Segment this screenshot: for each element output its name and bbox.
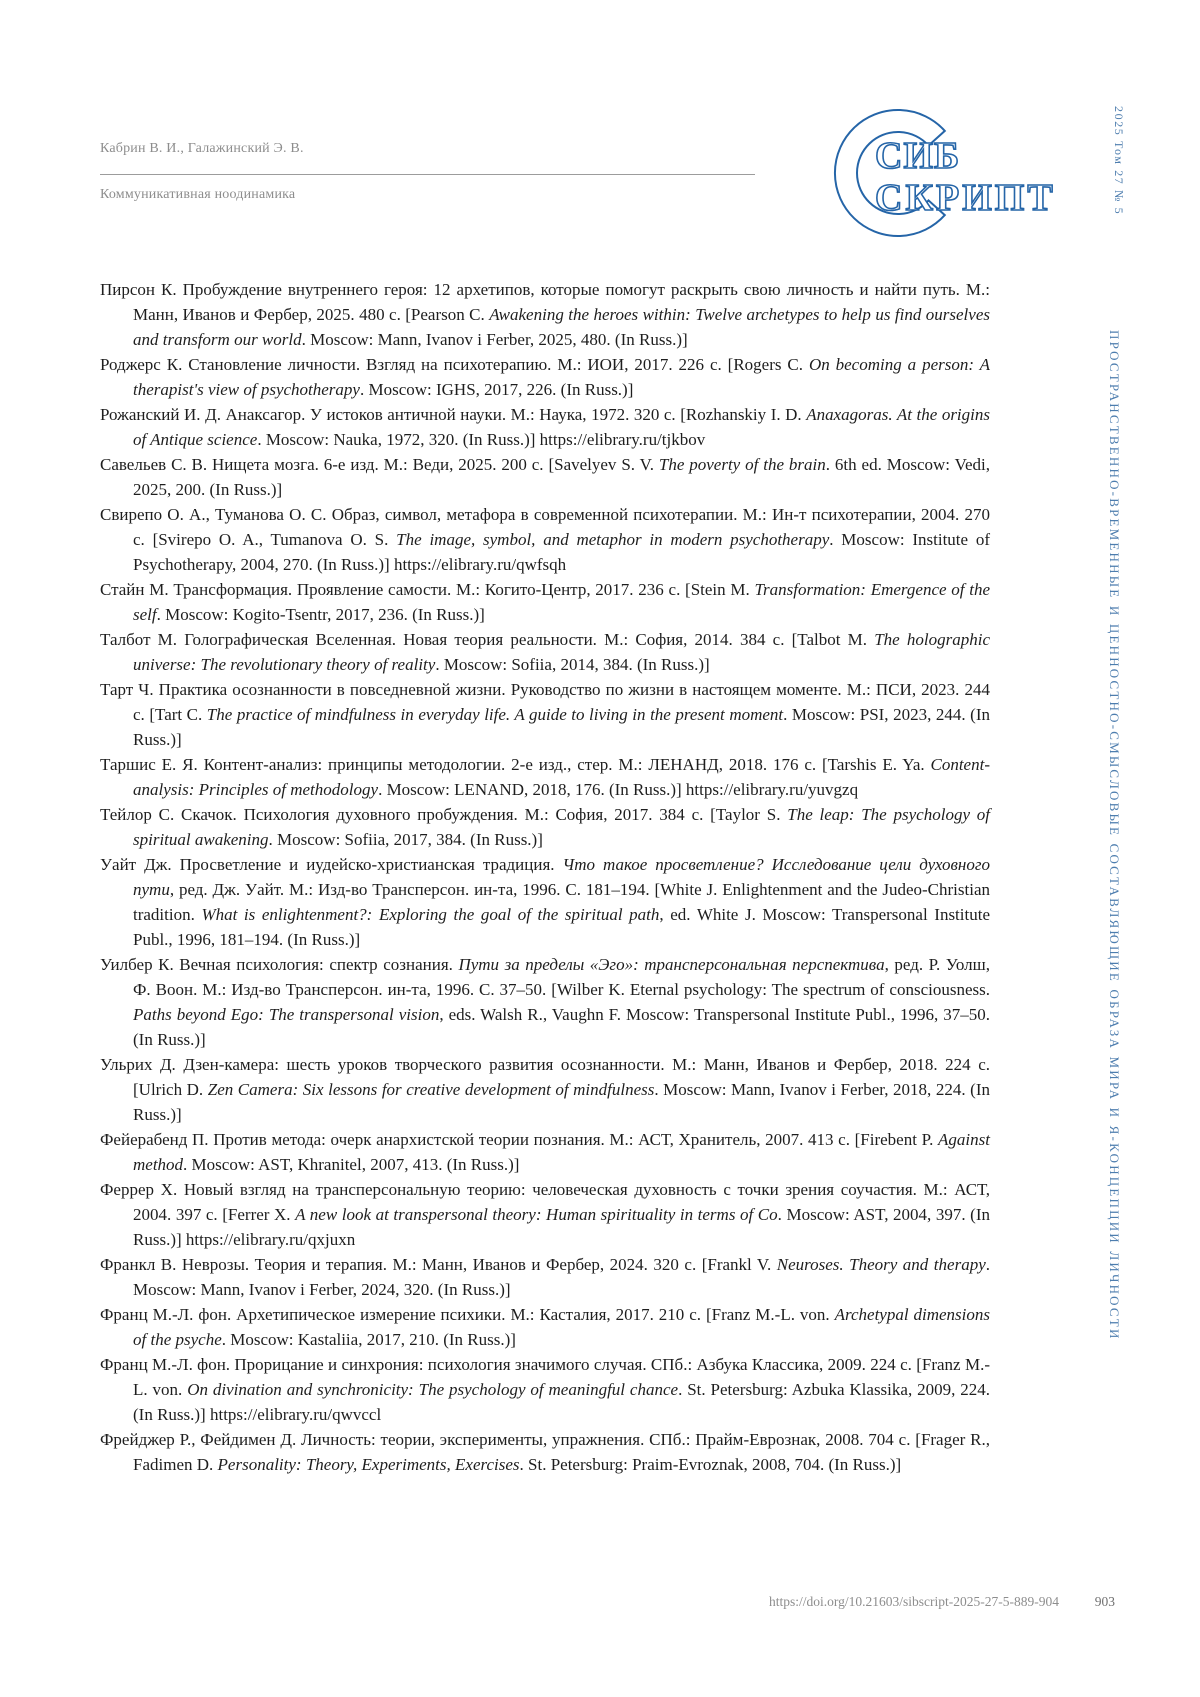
reference-text: Франкл В. Неврозы. Теория и терапия. М.: Манн, Иванов и Фербер, 2024. 320 с. [Frankl V. bbox=[100, 1255, 777, 1274]
reference-text: . Moscow: Mann, Ivanov i Ferber, 2025, 480. (In Russ.)] bbox=[301, 330, 688, 349]
reference-title-italic: Awakening the heroes within: Twelve archetypes to help us find ourselves and transform our world bbox=[133, 305, 990, 349]
reference-text: Талбот М. Голографическая Вселенная. Новая теория реальности. М.: София, 2014. 384 с. [Talbot M. bbox=[100, 630, 875, 649]
reference-entry bbox=[100, 1302, 990, 1352]
reference-text: . Moscow: Mann, Ivanov i Ferber, 2018, 224. (In Russ.)] bbox=[133, 1080, 990, 1124]
reference-title-italic: The leap: The psychology of spiritual awakening bbox=[133, 805, 990, 849]
reference-entry bbox=[100, 1427, 990, 1477]
reference-title-italic: Zen Camera: Six lessons for creative development of mindfulness bbox=[207, 1080, 655, 1099]
reference-title-italic: Paths beyond Ego: The transpersonal vision bbox=[133, 1005, 440, 1024]
reference-entry bbox=[100, 1252, 990, 1302]
reference-title-italic: The holographic universe: The revolutionary theory of reality bbox=[133, 630, 991, 674]
reference-text: . Moscow: Institute of Psychotherapy, 2004, 270. (In Russ.)] https://elibrary.ru/qwfsqh bbox=[133, 530, 991, 574]
reference-text: Фейерабенд П. Против метода: очерк анархистской теории познания. М.: АСТ, Хранитель, 2007. 413 с. [Firebent P. bbox=[100, 1130, 939, 1149]
reference-text: . St. Petersburg: Praim-Evroznak, 2008, 704. (In Russ.)] bbox=[519, 1455, 902, 1474]
reference-text: , ред. Дж. Уайт. М.: Изд-во Трансперсон. ин-та, 1996. С. 181–194. [White J. Enlightenment and the Judeo-Christian tradition. bbox=[133, 880, 990, 924]
article-title-vertical: ПРОСТРАНСТВЕННО-ВРЕМЕННЫЕ И ЦЕННОСТНО-СМЫСЛОВЫЕ СОСТАВЛЯЮЩИЕ ОБРАЗА МИРА И Я-КОНЦЕПЦИИ ЛИЧНОСТИ bbox=[1107, 330, 1122, 1341]
reference-text: . Moscow: PSI, 2023, 244. (In Russ.)] bbox=[133, 705, 990, 749]
reference-entry bbox=[100, 752, 990, 802]
reference-title-italic: Anaxagoras. At the origins of Antique science bbox=[133, 405, 990, 449]
reference-text: , ed. White J. Moscow: Transpersonal Institute Publ., 1996, 181–194. (In Russ.)] bbox=[133, 905, 990, 949]
reference-title-italic: On divination and synchronicity: The psychology of meaningful chance bbox=[187, 1380, 679, 1399]
page-header-authors: Кабрин В. И., Галажинский Э. В. bbox=[100, 141, 304, 156]
reference-text: Пирсон К. Пробуждение внутреннего героя: 12 архетипов, которые помогут раскрыть свою личность и найти путь. М.: Манн, Иванов и Фербер, 2025. 480 с. [Pearson C. bbox=[100, 280, 990, 324]
reference-entry bbox=[100, 802, 990, 852]
reference-text: Таршис Е. Я. Контент-анализ: принципы методологии. 2-е изд., стер. М.: ЛЕНАНД, 2018. 176 с. [Tarshis E. Ya. bbox=[100, 755, 931, 774]
reference-text: Стайн М. Трансформация. Проявление самости. М.: Когито-Центр, 2017. 236 с. [Stein M. bbox=[100, 580, 755, 599]
reference-entry bbox=[100, 352, 990, 402]
reference-text: . Moscow: AST, 2004, 397. (In Russ.)] https://elibrary.ru/qxjuxn bbox=[133, 1205, 991, 1249]
reference-entry bbox=[100, 627, 990, 677]
page-number: 903 bbox=[1094, 1594, 1115, 1609]
reference-text: . St. Petersburg: Azbuka Klassika, 2009, 224. (In Russ.)] https://elibrary.ru/qwvccl bbox=[133, 1380, 990, 1424]
reference-title-italic: Пути за пределы «Эго»: трансперсональная перспектива bbox=[458, 955, 885, 974]
reference-title-italic: Against method bbox=[133, 1130, 990, 1174]
logo-text-sib: СИБ bbox=[875, 135, 961, 177]
reference-entry bbox=[100, 577, 990, 627]
reference-title-italic: Neuroses. Theory and therapy bbox=[776, 1255, 986, 1274]
reference-text: Феррер Х. Новый взгляд на трансперсональную теорию: человеческая духовность с точки зрения соучастия. М.: АСТ, 2004. 397 с. [Ferrer X. bbox=[100, 1180, 990, 1224]
reference-entry bbox=[100, 502, 990, 577]
reference-text: . Moscow: Kogito-Tsentr, 2017, 236. (In Russ.)] bbox=[156, 605, 485, 624]
reference-text: Тейлор С. Скачок. Психология духовного пробуждения. М.: София, 2017. 384 с. [Taylor S. bbox=[100, 805, 788, 824]
reference-text: . Moscow: AST, Khranitel, 2007, 413. (In Russ.)] bbox=[183, 1155, 520, 1174]
issue-info-vertical: 2025 Том 27 № 5 bbox=[1112, 106, 1126, 216]
sibscript-logo-icon bbox=[763, 95, 1063, 245]
reference-text: . Moscow: Mann, Ivanov i Ferber, 2024, 320. (In Russ.)] bbox=[133, 1255, 990, 1299]
reference-text: Тарт Ч. Практика осознанности в повседневной жизни. Руководство по жизни в настоящем моменте. М.: ПСИ, 2023. 244 с. [Tart C. bbox=[100, 680, 990, 724]
running-title: Коммуникативная ноодинамика bbox=[100, 187, 296, 202]
reference-title-italic: On becoming a person: A therapist's view of psychotherapy bbox=[133, 355, 991, 399]
reference-title-italic: The image, symbol, and metaphor in modern psychotherapy bbox=[396, 530, 830, 549]
reference-text: Уайт Дж. Просветление и иудейско-христианская традиция. bbox=[100, 855, 563, 874]
reference-entry bbox=[100, 452, 990, 502]
reference-title-italic: A new look at transpersonal theory: Human spirituality in terms of Co bbox=[295, 1205, 778, 1224]
reference-text: . Moscow: LENAND, 2018, 176. (In Russ.)] https://elibrary.ru/yuvgzq bbox=[378, 780, 859, 799]
page-footer bbox=[0, 1594, 1200, 1614]
reference-text: Ульрих Д. Дзен-камера: шесть уроков творческого развития осознанности. М.: Манн, Иванов и Фербер, 2018. 224 с. [Ulrich D. bbox=[100, 1055, 990, 1099]
reference-text: Свирепо О. А., Туманова О. С. Образ, символ, метафора в современной психотерапии. М.: Ин-т психотерапии, 2004. 270 с. [Svirepo O. A., Tumanova O. S. bbox=[100, 505, 990, 549]
reference-text: . Moscow: Sofiia, 2014, 384. (In Russ.)] bbox=[435, 655, 710, 674]
reference-entry bbox=[100, 1052, 990, 1127]
reference-text: , ред. Р. Уолш, Ф. Воон. М.: Изд-во Трансперсон. ин-та, 1996. С. 37–50. [Wilber K. Eternal psychology: The spectrum of consciousness. bbox=[133, 955, 990, 999]
reference-title-italic: What is enlightenment?: Exploring the goal of the spiritual path bbox=[201, 905, 660, 924]
reference-text: . Moscow: Nauka, 1972, 320. (In Russ.)] https://elibrary.ru/tjkbov bbox=[257, 430, 706, 449]
reference-list bbox=[100, 277, 990, 1477]
reference-entry bbox=[100, 1352, 990, 1427]
header-divider bbox=[100, 174, 755, 175]
reference-text: , eds. Walsh R., Vaughn F. Moscow: Transpersonal Institute Publ., 1996, 37–50. (In Russ.)] bbox=[133, 1005, 990, 1049]
reference-text: Уилбер К. Вечная психология: спектр сознания. bbox=[100, 955, 459, 974]
reference-title-italic: Content-analysis: Principles of methodology bbox=[133, 755, 990, 799]
reference-title-italic: The practice of mindfulness in everyday life. A guide to living in the present moment bbox=[206, 705, 784, 724]
reference-entry bbox=[100, 677, 990, 752]
logo-text-skript: СКРИПТ bbox=[875, 177, 1056, 219]
reference-text: Фрейджер Р., Фейдимен Д. Личность: теории, эксперименты, упражнения. СПб.: Прайм-Еврознак, 2008. 704 с. [Frager R., Fadimen D. bbox=[100, 1430, 990, 1474]
reference-text: Франц М.-Л. фон. Архетипическое измерение психики. М.: Касталия, 2017. 210 с. [Franz M.-L. von. bbox=[100, 1305, 835, 1324]
reference-title-italic: Transformation: Emergence of the self bbox=[133, 580, 990, 624]
reference-title-italic: The poverty of the brain bbox=[658, 455, 826, 474]
reference-text: Рожанский И. Д. Анаксагор. У истоков античной науки. М.: Наука, 1972. 320 с. [Rozhanskiy I. D. bbox=[100, 405, 807, 424]
reference-text: Франц М.-Л. фон. Прорицание и синхрония: психология значимого случая. СПб.: Азбука Классика, 2009. 224 с. [Franz M.-L. von. bbox=[100, 1355, 990, 1399]
reference-entry bbox=[100, 1127, 990, 1177]
reference-text: . Moscow: Sofiia, 2017, 384. (In Russ.)] bbox=[268, 830, 543, 849]
reference-text: Роджерс К. Становление личности. Взгляд на психотерапию. М.: ИОИ, 2017. 226 с. [Rogers C. bbox=[100, 355, 809, 374]
reference-entry bbox=[100, 852, 990, 952]
reference-entry bbox=[100, 1177, 990, 1252]
reference-text: . 6th ed. Moscow: Vedi, 2025, 200. (In Russ.)] bbox=[133, 455, 991, 499]
reference-title-italic: Archetypal dimensions of the psyche bbox=[133, 1305, 991, 1349]
reference-text: . Moscow: Kastaliia, 2017, 210. (In Russ.)] bbox=[221, 1330, 516, 1349]
reference-text: . Moscow: IGHS, 2017, 226. (In Russ.)] bbox=[359, 380, 634, 399]
reference-entry bbox=[100, 402, 990, 452]
reference-entry bbox=[100, 952, 990, 1052]
doi-text: https://doi.org/10.21603/sibscript-2025-27-5-889-904 bbox=[769, 1594, 1059, 1609]
reference-entry bbox=[100, 277, 990, 352]
reference-title-italic: Что такое просветление? Исследование цели духовного пути bbox=[133, 855, 990, 899]
reference-text: Савельев С. В. Нищета мозга. 6-е изд. М.: Веди, 2025. 200 с. [Savelyev S. V. bbox=[100, 455, 659, 474]
reference-title-italic: Personality: Theory, Experiments, Exercises bbox=[217, 1455, 520, 1474]
